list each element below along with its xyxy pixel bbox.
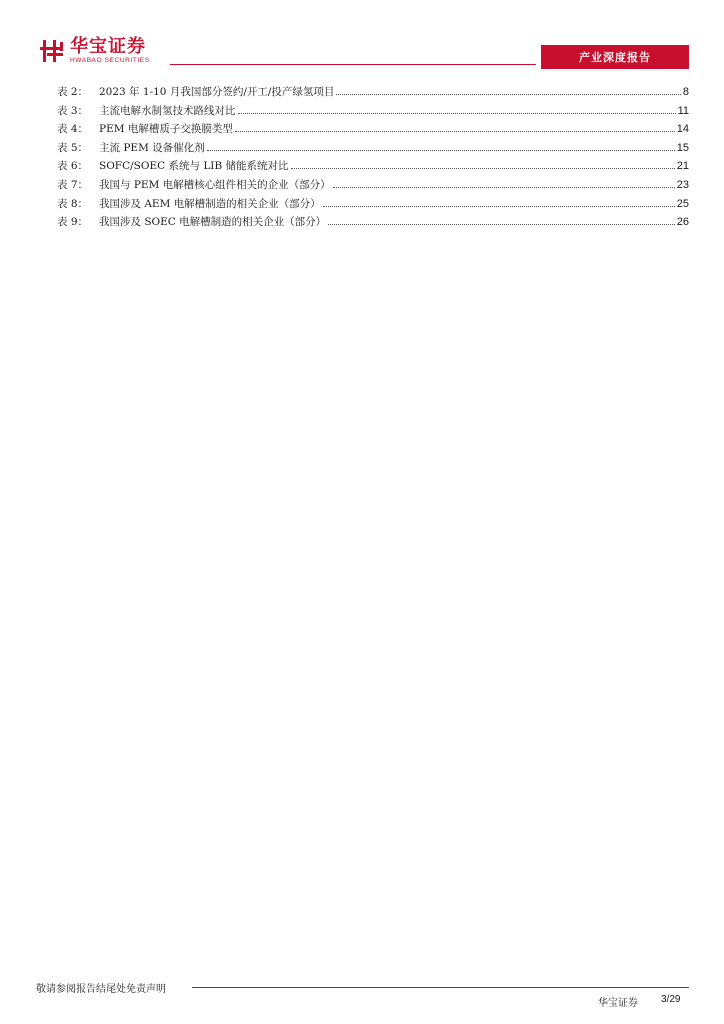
toc-leader-dots (328, 224, 675, 225)
toc-entry[interactable] (57, 214, 689, 233)
company-logo (40, 36, 150, 66)
toc-entry[interactable] (57, 103, 689, 122)
toc-entry[interactable] (57, 121, 689, 140)
toc-leader-dots (323, 206, 675, 207)
toc-entry-label: 表 8： (57, 197, 89, 210)
toc-entry-label: 表 3： (57, 104, 89, 117)
toc-entry-title[interactable]: 我国涉及 AEM 电解槽制造的相关企业（部分） (99, 197, 321, 210)
page-header (0, 0, 724, 72)
toc-entry-page[interactable]: 21 (676, 160, 689, 173)
toc-entry-label: 表 7： (57, 178, 89, 191)
toc-entry-label: 表 6： (57, 160, 89, 173)
toc-entry-page[interactable]: 15 (676, 141, 689, 154)
logo-chinese-name: 华宝证券 (70, 35, 146, 57)
toc-leader-dots (333, 187, 675, 188)
toc-leader-dots (207, 150, 675, 151)
toc-entry-label: 表 4： (57, 123, 89, 136)
toc-leader-dots (291, 168, 675, 169)
logo-english-name: HWABAO SECURITIES (70, 56, 150, 64)
toc-entry[interactable] (57, 158, 689, 177)
header-divider (170, 64, 536, 65)
toc-entry-label: 表 2： (57, 86, 89, 98)
toc-leader-dots (336, 94, 680, 95)
toc-entry-title[interactable]: 我国涉及 SOEC 电解槽制造的相关企业（部分） (99, 216, 327, 229)
toc-entry-page[interactable]: 14 (676, 123, 689, 136)
toc-entry-label: 表 9： (57, 216, 89, 229)
report-type-badge: 产业深度报告 (541, 45, 689, 69)
toc-entry-page[interactable]: 25 (676, 197, 689, 210)
toc-entry-label: 表 5： (57, 141, 89, 154)
toc-leader-dots (238, 113, 676, 114)
toc-entry-page[interactable]: 23 (676, 178, 689, 191)
toc-entry-page[interactable]: 8 (682, 86, 689, 98)
disclaimer-note: 敬请参阅报告结尾处免责声明 (36, 984, 166, 995)
toc-entry-title[interactable]: SOFC/SOEC 系统与 LIB 储能系统对比 (99, 160, 289, 173)
logo-mark-icon (40, 38, 66, 64)
toc-entry-page[interactable]: 11 (677, 104, 689, 117)
table-of-contents (57, 84, 689, 233)
toc-entry-title[interactable]: 2023 年 1-10 月我国部分签约/开工/投产绿氢项目 (99, 86, 335, 98)
toc-entry-title[interactable]: 主流电解水制氢技术路线对比 (99, 104, 236, 117)
toc-entry[interactable] (57, 196, 689, 215)
toc-entry[interactable] (57, 84, 689, 103)
footer-company-name: 华宝证券 (598, 998, 638, 1009)
toc-entry-title[interactable]: 主流 PEM 设备催化剂 (99, 141, 205, 154)
toc-entry-title[interactable]: 我国与 PEM 电解槽核心组件相关的企业（部分） (99, 178, 331, 191)
toc-entry-title[interactable]: PEM 电解槽质子交换膜类型 (99, 123, 233, 136)
footer-divider (192, 987, 689, 988)
toc-entry[interactable] (57, 140, 689, 159)
toc-leader-dots (235, 131, 675, 132)
toc-entry[interactable] (57, 177, 689, 196)
toc-entry-page[interactable]: 26 (676, 216, 689, 229)
page-number: 3/29 (661, 994, 681, 1005)
